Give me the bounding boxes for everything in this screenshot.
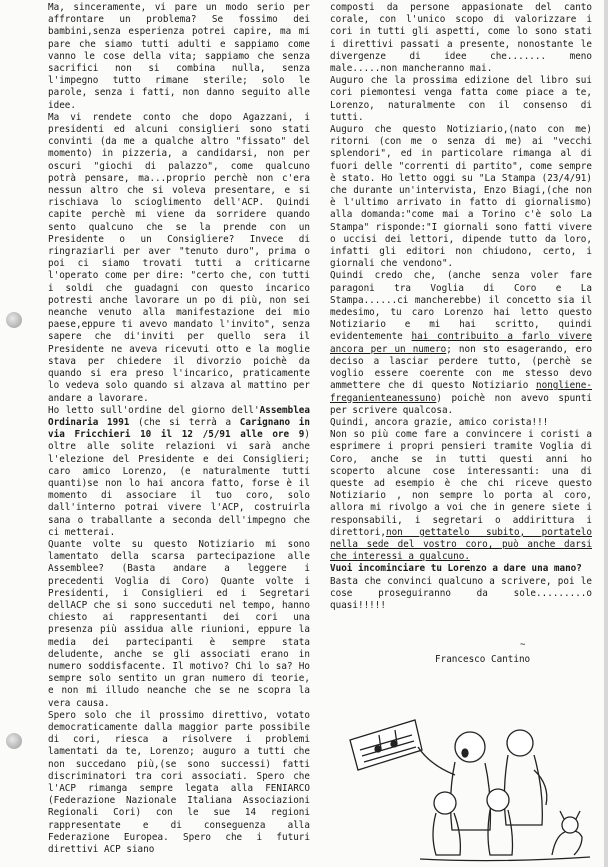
- left-column: [48, 2, 310, 856]
- singers-illustration: [320, 655, 600, 865]
- text: ; non sto esagerando, ero deciso a lasciar perdere tutto, (perchè se voglio essere coerente con me stesso devo ammettere che di questo Notiziario: [330, 343, 592, 392]
- text: (che si terrà a: [129, 416, 240, 428]
- paragraph: Quante volte su questo Notiziario mi sono lamentato della scarsa partecipazione alle Assemblee? (Basta andare a leggere i precedenti Voglia di Coro) Quante volte i Presidenti, i Consiglieri ed i Segretari dellACP che si sono succeduti nel tempo, hanno chiesto ai rappresentanti dei cori una presenza più assidua alle riunioni, eppure la media dei partecipanti è sempre stata deludente, anche se gli associati erano in numero soddisfacente. Il motivo? Chi lo sa? Ho sempre solo sentito un gran numero di teorie, e non mi illudo neanche che se ne scopra la vera causa.: [48, 538, 310, 709]
- underlined-text: nonglienefreganienteanessuno: [330, 380, 592, 404]
- paragraph: Auguro che la prossima edizione del libro sui cori piemontesi venga fatta come piace a te, Lorenzo, naturalmente con il consenso di tutti.: [330, 75, 592, 123]
- paragraph: [330, 429, 592, 563]
- paragraph: Ma vi rendete conto che dopo Agazzani, i presidenti ed alcuni consiglieri sono stati convinti (da me a qualche altro "fissato" del momento) in pizzeria, a candidarsi, non per oscuri "giochi di palazzo", come qualcuno potrà pensare, ma...proprio perchè non c'era nessun altro che si voleva presentare, e si rischiava lo scioglimento dell'ACP. Quindi capite perchè mi viene da sorridere quando sento qualcuno che se la prende con un Presidente o un Consigliere? Invece di ringraziarli per aver "tenuto duro", prima o poi ci siamo trovati tutti a criticarne l'operato come per dire: "certo che, con tutti i soldi che guadagni con questo incarico potresti anche lavorare un po di più, non sei neanche venuto alla manifestazione dei mio paese,eppure ti avevo mandato l'invito", senza sapere che di'inviti per quello sera il Presidente ne aveva ricevuti otto e la moglie stava per chiedere il divorzio poichè da quando si era preso l'incarico, praticamente lo vedeva solo quando si alzava al mattino per andare a lavorare.: [48, 111, 310, 404]
- bold-text: Assemblea Ordinaria 1991: [48, 404, 310, 428]
- signature: Francesco Cantino: [435, 654, 531, 665]
- paragraph: Vuoi incominciare tu Lorenzo a dare una mano?: [330, 563, 582, 575]
- punch-hole: [6, 312, 22, 328]
- paragraph: [48, 405, 310, 539]
- underlined-text: hai contribuito a farlo vivere ancora per un numero: [330, 331, 592, 355]
- ornament: ~: [520, 640, 526, 650]
- text: ) oltre alle solite relazioni vi sarà anche l'elezione del Presidente e dei Consiglieri; caro amico Lorenzo, (e naturalmente tutti quanti)se non lo hai ancora fatto, forse è il momento di associare il tuo coro, solo dall'interno potrai vivere l'ACP, costruirla sana o traballante a seconda dell'impegno che ci metterai.: [48, 429, 310, 538]
- text: Quindi credo che, (anche senza voler fare paragoni tra Voglia di Coro e La Stampa......ci mancherebbe) il concetto sia il medesimo, tu caro Lorenzo hai letto questo Notiziario e mi hai scritto, quindi evidentemente: [330, 270, 592, 343]
- paragraph: Spero solo che il prossimo direttivo, votato democraticamente dalla maggior parte possibile di cori, riesca a risolvere i problemi lamentati da te, Lorenzo; auguro a tutti che non succedano più,(se sono successi) fatti discriminatori tra cori associati. Spero che l'ACP rimanga sempre legata alla FENIARCO (Federazione Nazionale Italiana Associazioni Regionali Cori) con le sue 14 regioni rappresentate e di conseguenza alla Federazione Europea. Spero che i futuri direttivi ACP siano: [48, 709, 310, 856]
- punch-hole: [6, 733, 22, 749]
- paragraph: Auguro che questo Notiziario,(nato con me) ritorni (con me o senza di me) ai "vecchi splendori", ed in particolare rimanga al di fuori delle "correnti di partito", come sempre è stato. Ho letto oggi su "La Stampa (23/4/91) che durante un'intervista, Enzo Biagi,(che non è l'ultimo arrivato in fatto di giornalismo) alla domanda:"come mai a Torino c'è solo La Stampa" risponde:"I giornali sono fatti vivere o uccisi dei lettori, dipende tutto da loro, infatti gli editori non chiudono, certo, i giornali che vendono".: [330, 124, 592, 270]
- right-column: [330, 2, 592, 612]
- page-edge: [604, 0, 608, 867]
- text: ) poichè non avevo spunti per scrivere qualcosa.: [330, 392, 592, 416]
- bold-text: Carignano in via Fricchieri 10 il 12 /5/91 alle ore 9: [48, 416, 310, 441]
- paragraph: Ma, sinceramente, vi pare un modo serio per affrontare un problema? Se fossimo dei bambini,senza esperienza potrei capire, ma mi pare che siamo tutti adulti e sappiamo come vanno le cose della vita; sappiamo che senza sacrifici non si combina nulla, senza l'impegno tutto rimane sterile; solo le parole, senza i fatti, non danno seguito alle idee.: [48, 2, 310, 111]
- paragraph: composti da persone appasionate del canto corale, con l'unico scopo di valorizzare i cori in tutti gli aspetti, come lo sono stati i direttivi passati a presente, nonostante le divergenze di idee che....... meno male.....non mancheranno mai.: [330, 2, 592, 75]
- text: Non so più come fare a convincere i coristi a esprimere i propri pensieri tramite Voglia di Coro, anche se in tutti questi anni ho scoperto alcune cose interessanti: una di queste ad esempio è che chi riceve questo Notiziario , non sempre lo porta al coro, allora mi rivolgo a voi che in genere siete i responsabili, i segretari o addirittura i direttori,: [330, 429, 592, 538]
- paragraph: Quindi, ancora grazie, amico corista!!!: [330, 416, 549, 428]
- text: Ho letto sull'ordine del giorno dell': [48, 404, 260, 416]
- paragraph: [330, 270, 592, 416]
- underlined-text: non gettatelo subito, portatelo nella sede del vostro coro, può anche darsi che interessi a qualcuno.: [330, 526, 592, 563]
- paragraph: Basta che convinci qualcuno a scrivere, poi le cose proseguiranno da sole.........o quasi!!!!!: [330, 575, 592, 611]
